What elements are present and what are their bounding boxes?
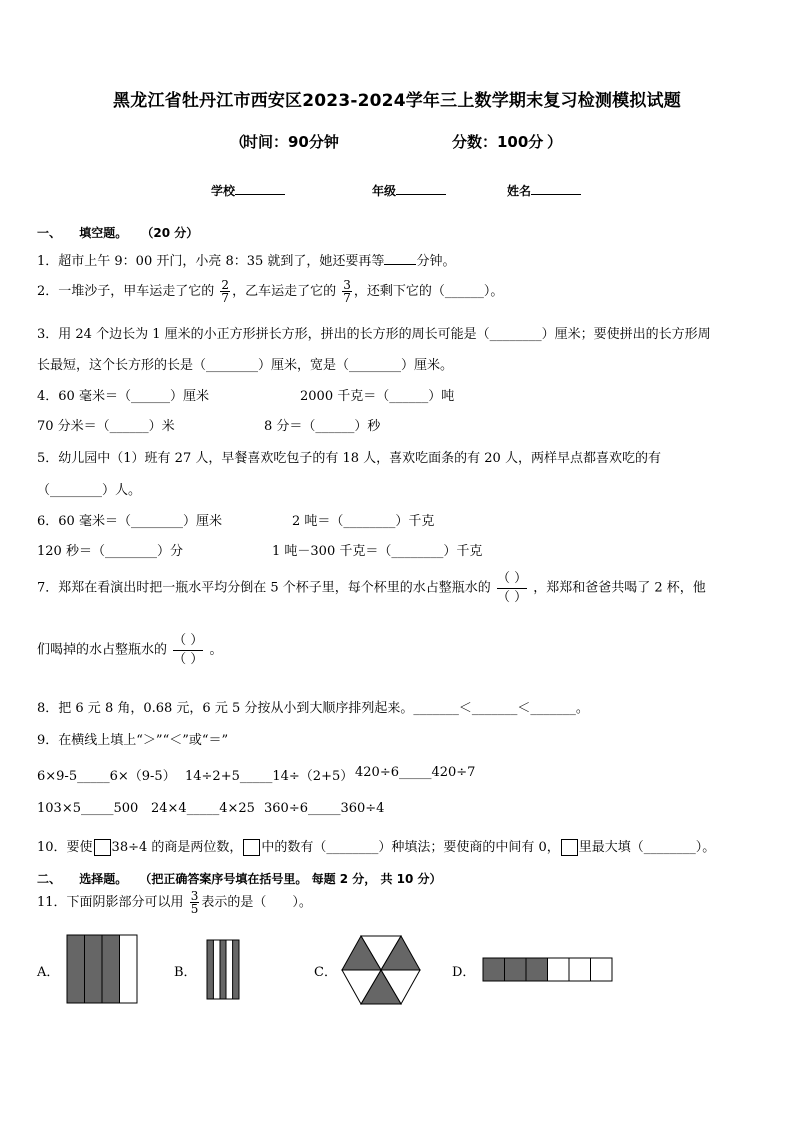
question-6-c: 120 秒＝（________）分 [37,544,183,559]
question-6-d: 1 吨－300 千克＝（________）千克 [272,544,483,559]
name-blank[interactable] [531,182,581,195]
fraction-numerator: 3 [343,278,351,292]
question-1-blank[interactable] [384,252,416,265]
question-7-line-1 [37,572,706,604]
question-9-item: 360÷6_____360÷4 [264,801,385,816]
denominator-blank[interactable]: （ ） [496,589,528,605]
question-7-text-a: 7．郑郑在看演出时把一瓶水平均分倒在 5 个杯子里，每个杯里的水占整瓶水的 [37,580,491,596]
question-2 [37,279,503,304]
option-c-figure[interactable] [340,934,422,1006]
answer-fraction-blank[interactable] [497,572,527,604]
shaded-strip [233,940,239,999]
blank-cell [548,958,570,981]
fraction-denominator: 7 [343,291,351,305]
question-1 [37,250,455,269]
school-field [211,182,285,199]
question-7-text-c: 们喝掉的水占整瓶水的 [37,642,168,658]
blank-cell [591,958,613,981]
option-a-label[interactable]: A． [37,965,60,980]
question-6-a: 6．60 毫米＝（________）厘米 [37,514,222,529]
question-4-b: 2000 千克＝（______）吨 [300,389,455,404]
question-9-item: 14÷2+5_____14÷（2+5） [185,769,354,784]
section-2-heading [37,870,442,887]
option-b-figure[interactable] [206,939,240,1001]
denominator-blank[interactable]: （ ） [173,651,204,667]
question-10-text-a: 10．要使 [37,840,93,855]
question-4-c: 70 分米＝（______）米 [37,419,175,434]
page-title: 黑龙江省牡丹江市西安区2023-2024学年三上数学期末复习检测模拟试题 [113,91,681,111]
shaded-cell [483,958,505,981]
section-1-title: 填空题。 [79,226,128,240]
question-8: 8．把 6 元 8 角，0.68 元，6 元 5 分按从小到大顺序排列起来。_______＜_______＜_______。 [37,701,589,716]
question-9-item: 420÷6_____420÷7 [355,765,476,780]
exam-score: 分数：100分 [452,133,544,151]
question-9-item: 103×5_____500 [37,801,139,816]
numerator-blank[interactable]: （ ） [497,572,527,589]
grade-field [372,182,446,199]
question-2-text-a: 2．一堆沙子，甲车运走了它的 [37,284,215,299]
section-2-number: 二、 [37,872,62,886]
name-field [507,182,581,199]
empty-box-blank[interactable] [561,839,578,856]
fraction-denominator: 7 [221,291,230,305]
shaded-cell [526,958,548,981]
question-11 [37,890,312,915]
question-11-text-b: 表示的是（ ）。 [201,895,312,910]
fraction-two-sevenths [220,279,230,304]
question-7-text-b: ，郑郑和爸爸共喝了 2 杯，他 [533,580,706,596]
question-10-text-d: 里最大填（________）。 [578,840,716,855]
question-10-text-c: 中的数有（________）种填法；要使商的中间有 0， [261,840,560,855]
shaded-strip [67,935,85,1003]
fraction-numerator: 3 [190,889,199,903]
empty-box-blank[interactable] [243,839,260,856]
section-1-points: （20 分） [141,226,199,240]
option-c-label[interactable]: C． [314,965,337,980]
subtitle-open-paren: （ [230,133,246,151]
blank-strip [120,935,138,1003]
option-d-figure[interactable] [482,957,614,983]
shaded-strip [207,940,213,999]
numerator-blank[interactable]: （ ） [173,634,203,651]
section-2-desc: （把正确答案序号填在括号里。 每题 2 分， 共 10 分） [139,872,442,886]
question-9-item: 6×9-5_____6×（9-5） [37,769,176,784]
question-5-line-2: （________）人。 [37,483,142,498]
school-label: 学校 [211,184,236,198]
option-b-label[interactable]: B． [174,965,197,980]
question-1-tail: 分钟。 [416,254,456,269]
grade-blank[interactable] [396,182,446,195]
shaded-cell [505,958,527,981]
question-3-line-2: 长最短，这个长方形的长是（________）厘米，宽是（________）厘米。 [37,358,454,373]
question-5-line-1: 5．幼儿园中（1）班有 27 人，早餐喜欢吃包子的有 18 人，喜欢吃面条的有 20 人，两样早点都喜欢吃的有 [37,451,661,466]
blank-cell [569,958,591,981]
exam-time: 时间：90分钟 [243,133,339,151]
section-1-number: 一、 [37,226,62,240]
question-4-a: 4．60 毫米＝（______）厘米 [37,389,209,404]
option-a-figure[interactable] [66,934,140,1004]
question-7-text-d: 。 [209,642,223,658]
question-10 [37,836,715,856]
question-9: 9．在横线上填上“＞”“＜”或“＝” [37,733,229,748]
question-9-item: 24×4_____4×25 [151,801,255,816]
question-7-line-2 [37,634,222,666]
question-11-text-a: 11．下面阴影部分可以用 [37,895,184,910]
question-2-text-c: ，还剩下它的（______）。 [353,284,504,299]
fraction-denominator: 5 [190,902,199,916]
section-1-heading [37,224,198,241]
section-2-title: 选择题。 [79,872,128,886]
shaded-strip [102,935,120,1003]
question-3-line-1: 3．用 24 个边长为 1 厘米的小正方形拼长方形，拼出的长方形的周长可能是（________）厘米；要使拼出的长方形周 [37,327,711,342]
fraction-numerator: 2 [221,278,230,292]
question-10-text-b: 38÷4 的商是两位数， [111,840,243,855]
shaded-strip [220,940,226,999]
question-4-d: 8 分＝（______）秒 [264,419,381,434]
fraction-three-sevenths [342,279,352,304]
question-2-text-b: ，乙车运走了它的 [232,284,337,299]
empty-box-blank[interactable] [94,839,111,856]
grade-label: 年级 [372,184,397,198]
question-6-b: 2 吨＝（________）千克 [292,514,435,529]
option-d-label[interactable]: D． [452,965,476,980]
subtitle-close-paren: ） [547,133,563,151]
answer-fraction-blank[interactable] [173,634,203,666]
name-label: 姓名 [507,184,532,198]
question-1-text: 1．超市上午 9：00 开门，小亮 8：35 就到了，她还要再等 [37,254,385,269]
school-blank[interactable] [235,182,285,195]
fraction-three-fifths [190,890,200,915]
shaded-strip [85,935,103,1003]
